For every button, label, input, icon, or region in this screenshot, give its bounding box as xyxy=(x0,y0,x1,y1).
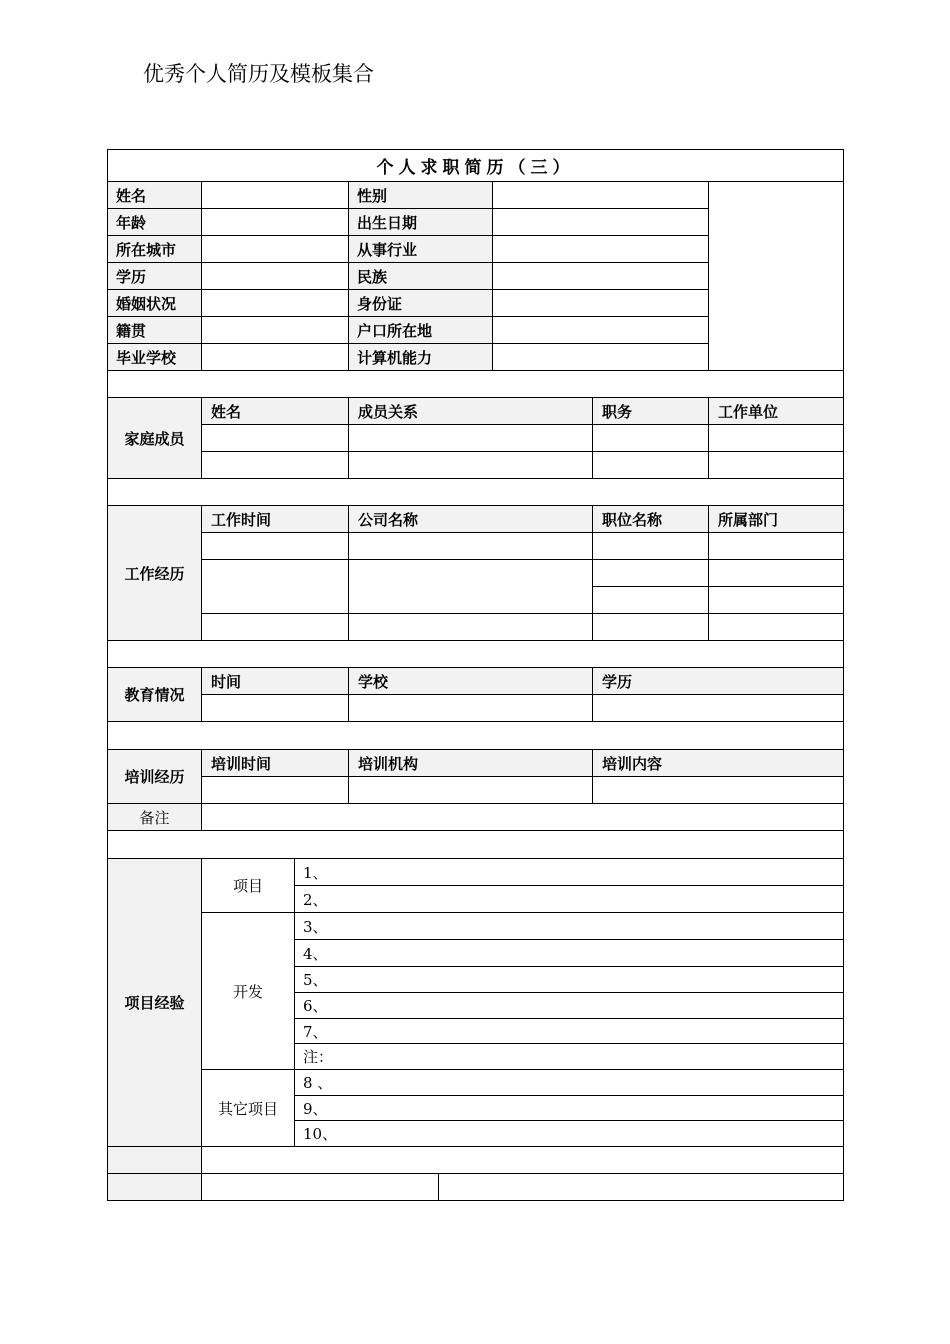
work-cell[interactable] xyxy=(201,559,349,614)
spacer-row xyxy=(107,478,844,506)
work-cell[interactable] xyxy=(201,532,349,560)
project-line-field[interactable]: 注： xyxy=(294,1043,844,1070)
work-cell[interactable] xyxy=(708,559,844,587)
education-cell[interactable] xyxy=(201,694,349,722)
personal-label: 性别 xyxy=(348,181,493,209)
family-cell[interactable] xyxy=(592,451,709,479)
footer-field[interactable] xyxy=(201,1173,439,1201)
section-label-project: 项目经验 xyxy=(107,858,202,1147)
personal-value-field[interactable] xyxy=(492,262,709,290)
work-cell[interactable] xyxy=(592,586,709,614)
education-header: 学历 xyxy=(592,667,844,695)
work-cell[interactable] xyxy=(348,532,593,560)
form-title: 个人求职简历（三） xyxy=(107,149,844,182)
project-group-label: 项目 xyxy=(201,858,295,913)
personal-label: 户口所在地 xyxy=(348,316,493,344)
project-line-field[interactable]: 1、 xyxy=(294,858,844,886)
project-line-field[interactable]: 8 、 xyxy=(294,1069,844,1096)
family-cell[interactable] xyxy=(201,424,349,452)
personal-value-field[interactable] xyxy=(201,262,349,290)
personal-label: 毕业学校 xyxy=(107,343,202,371)
personal-label: 学历 xyxy=(107,262,202,290)
personal-value-field[interactable] xyxy=(201,316,349,344)
education-cell[interactable] xyxy=(348,694,593,722)
work-header: 工作时间 xyxy=(201,505,349,533)
work-cell[interactable] xyxy=(201,613,349,641)
document-title: 优秀个人简历及模板集合 xyxy=(143,62,374,86)
training-cell[interactable] xyxy=(592,776,844,804)
spacer-row xyxy=(107,830,844,859)
family-header: 工作单位 xyxy=(708,397,844,425)
personal-label: 民族 xyxy=(348,262,493,290)
personal-label: 所在城市 xyxy=(107,235,202,263)
education-header: 时间 xyxy=(201,667,349,695)
family-cell[interactable] xyxy=(708,424,844,452)
project-line-field[interactable]: 7、 xyxy=(294,1018,844,1044)
personal-value-field[interactable] xyxy=(201,343,349,371)
photo-box[interactable] xyxy=(708,181,844,371)
training-header: 培训内容 xyxy=(592,749,844,777)
work-header: 职位名称 xyxy=(592,505,709,533)
remarks-field[interactable] xyxy=(201,803,844,831)
project-line-field[interactable]: 5、 xyxy=(294,966,844,993)
project-line-field[interactable]: 9、 xyxy=(294,1095,844,1121)
personal-label: 年龄 xyxy=(107,208,202,236)
footer-label-cell xyxy=(107,1173,202,1201)
personal-value-field[interactable] xyxy=(492,181,709,209)
personal-value-field[interactable] xyxy=(492,208,709,236)
project-line-field[interactable]: 6、 xyxy=(294,992,844,1019)
personal-label: 婚姻状况 xyxy=(107,289,202,317)
family-cell[interactable] xyxy=(201,451,349,479)
personal-value-field[interactable] xyxy=(201,181,349,209)
remarks-label: 备注 xyxy=(107,803,202,831)
footer-field[interactable] xyxy=(201,1146,844,1174)
family-cell[interactable] xyxy=(708,451,844,479)
project-group-label: 开发 xyxy=(201,912,295,1070)
personal-value-field[interactable] xyxy=(201,208,349,236)
spacer-row xyxy=(107,370,844,398)
work-cell[interactable] xyxy=(592,532,709,560)
family-header: 姓名 xyxy=(201,397,349,425)
project-line-field[interactable]: 2、 xyxy=(294,885,844,913)
personal-label: 出生日期 xyxy=(348,208,493,236)
personal-value-field[interactable] xyxy=(492,289,709,317)
footer-label-cell xyxy=(107,1146,202,1174)
education-cell[interactable] xyxy=(592,694,844,722)
section-label-education: 教育情况 xyxy=(107,667,202,722)
education-header: 学校 xyxy=(348,667,593,695)
personal-value-field[interactable] xyxy=(201,289,349,317)
personal-value-field[interactable] xyxy=(492,235,709,263)
personal-label: 身份证 xyxy=(348,289,493,317)
work-cell[interactable] xyxy=(348,613,593,641)
personal-label: 姓名 xyxy=(107,181,202,209)
work-cell[interactable] xyxy=(708,613,844,641)
work-cell[interactable] xyxy=(592,613,709,641)
project-line-field[interactable]: 3、 xyxy=(294,912,844,940)
section-label-training: 培训经历 xyxy=(107,749,202,804)
footer-field[interactable] xyxy=(438,1173,844,1201)
section-label-work: 工作经历 xyxy=(107,505,202,641)
personal-value-field[interactable] xyxy=(492,316,709,344)
training-header: 培训时间 xyxy=(201,749,349,777)
personal-value-field[interactable] xyxy=(492,343,709,371)
family-header: 职务 xyxy=(592,397,709,425)
work-header: 公司名称 xyxy=(348,505,593,533)
project-group-label: 其它项目 xyxy=(201,1069,295,1147)
personal-label: 籍贯 xyxy=(107,316,202,344)
training-cell[interactable] xyxy=(348,776,593,804)
section-label-family: 家庭成员 xyxy=(107,397,202,479)
family-header: 成员关系 xyxy=(348,397,593,425)
work-header: 所属部门 xyxy=(708,505,844,533)
spacer-row xyxy=(107,640,844,668)
work-cell[interactable] xyxy=(708,532,844,560)
training-cell[interactable] xyxy=(201,776,349,804)
project-line-field[interactable]: 10、 xyxy=(294,1120,844,1147)
personal-label: 计算机能力 xyxy=(348,343,493,371)
family-cell[interactable] xyxy=(592,424,709,452)
work-cell[interactable] xyxy=(708,586,844,614)
personal-value-field[interactable] xyxy=(201,235,349,263)
spacer-row xyxy=(107,721,844,750)
personal-label: 从事行业 xyxy=(348,235,493,263)
training-header: 培训机构 xyxy=(348,749,593,777)
project-line-field[interactable]: 4、 xyxy=(294,939,844,967)
work-cell[interactable] xyxy=(348,559,593,614)
work-cell[interactable] xyxy=(592,559,709,587)
family-cell[interactable] xyxy=(348,451,593,479)
family-cell[interactable] xyxy=(348,424,593,452)
